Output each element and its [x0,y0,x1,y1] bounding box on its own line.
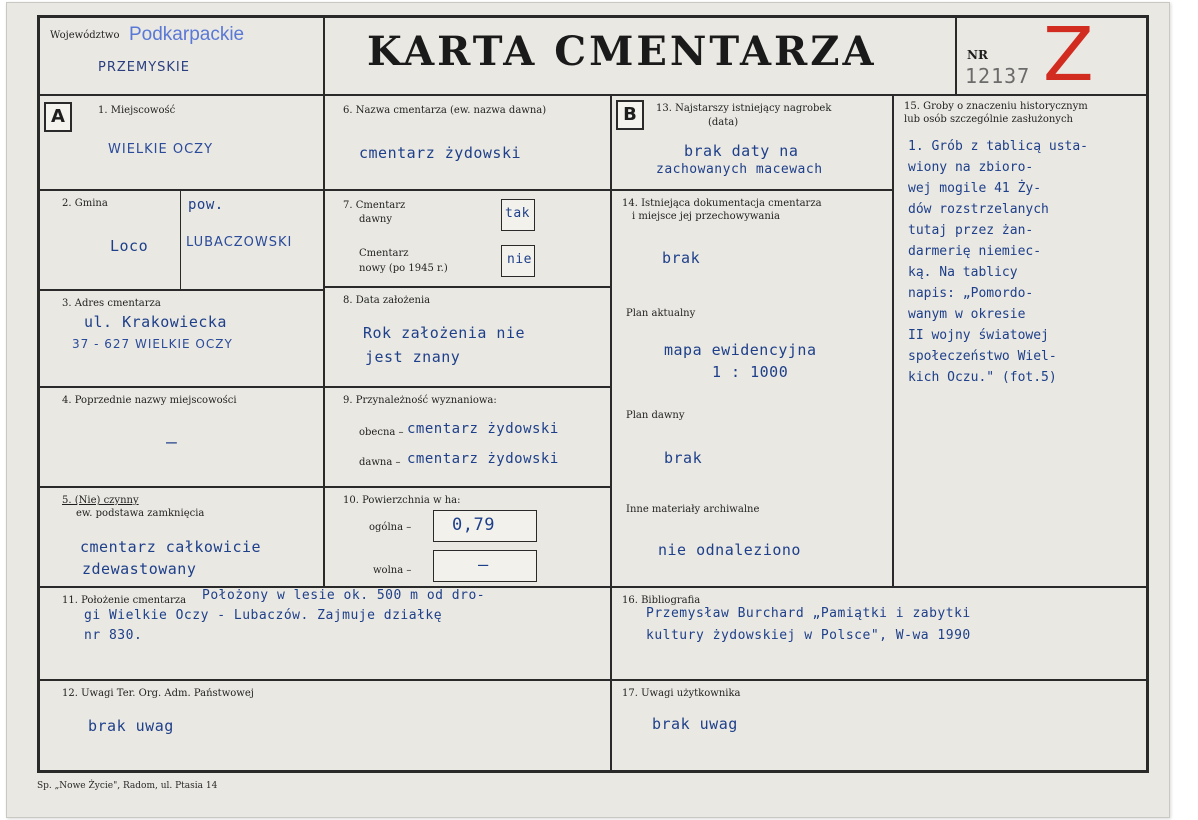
field-2-gmina [39,190,324,290]
field-3-line1: ul. Krakowiecka [84,313,227,331]
field-5-czynny [39,487,324,587]
field-2-pow: pow. [188,197,224,213]
field-9-obecna-label: obecna – [359,427,404,438]
field-7-nowy-box [501,245,535,277]
field-4-poprzednie-nazwy [39,387,324,487]
field-10-wolna: – [478,555,489,575]
field-16-label: 16. Bibliografia [622,595,701,606]
field-14-value: brak [662,249,701,267]
field-9-dawna-label: dawna – [359,457,401,468]
field-10-ogolna-label: ogólna – [369,522,412,533]
field-16-bibliografia [611,587,1147,680]
section-a-badge: A [44,102,72,132]
field-12-uwagi-ter [39,680,611,771]
field-8-label: 8. Data założenia [343,295,431,306]
field-15-line: II wojny światowej [908,328,1049,343]
field-8-line1: Rok założenia nie [363,324,526,342]
field-13-label: 13. Najstarszy istniejący nagrobek [656,103,832,114]
field-15-label: 15. Groby o znaczeniu historycznym [904,101,1088,112]
field-15-lines [908,136,1144,388]
field-15-line: wej mogile 41 Ży- [908,181,1042,196]
field-14-inne: nie odnaleziono [658,541,801,559]
field-14-sub: i miejsce jej przechowywania [632,211,780,222]
field-15-line: kich Oczu." (fot.5) [908,370,1057,385]
field-6-nazwa [324,95,611,190]
field-5-line2: zdewastowany [82,560,197,578]
field-14-plan-akt-label: Plan aktualny [626,308,696,319]
field-11-label: 11. Położenie cmentarza [62,595,187,606]
field-1-miejscowosc [39,95,324,190]
wojewodztwo-stamp: Podkarpackie [129,24,245,45]
field-3-line2: 37 - 627 WIELKIE OCZY [72,337,233,351]
wojewodztwo-label: Województwo [50,30,120,41]
field-4-value: — [166,432,178,453]
field-7-value1: tak [505,206,530,221]
field-7-dawny-box [501,199,535,231]
field-13-sub: (data) [708,117,739,128]
field-17-value: brak uwag [652,715,738,733]
field-10-wolna-box [433,550,537,582]
section-b-badge: B [616,100,644,130]
field-2-pow-value: LUBACZOWSKI [186,235,293,250]
field-15-sub: lub osób szczególnie zasłużonych [904,114,1073,125]
field-7-label1: 7. Cmentarz [343,200,406,211]
card-grid [37,12,1149,773]
field-14-dokumentacja [611,190,893,587]
field-15-line: społeczeństwo Wiel- [908,349,1057,364]
field-15-line: wiony na zbioro- [908,160,1034,175]
field-8-line2: jest znany [365,348,461,366]
field-6-value: cmentarz żydowski [359,144,522,162]
title-cell [324,17,956,95]
nr-cell [956,12,1147,98]
field-15-line: 1. Grób z tablicą usta- [908,139,1089,154]
wojewodztwo-hand: PRZEMYSKIE [98,60,190,75]
field-15-line: wanym w okresie [908,307,1026,322]
field-10-wolna-label: wolna – [373,565,412,576]
field-15-line: napis: „Pomordo- [908,286,1034,301]
field-11-line1: Położony w lesie ok. 500 m od dro- [202,588,486,603]
field-16-line2: kultury żydowskiej w Polsce", W-wa 1990 [646,628,971,643]
field-12-label: 12. Uwagi Ter. Org. Adm. Państwowej [62,688,254,699]
field-14-plan-daw-label: Plan dawny [626,410,685,421]
field-7-label2: Cmentarz [359,248,409,259]
field-3-label: 3. Adres cmentarza [62,298,161,309]
page-title: KARTA CMENTARZA [367,28,877,75]
field-11-line2: gi Wielkie Oczy - Lubaczów. Zajmuje działkę [84,608,443,623]
field-3-adres [39,290,324,387]
field-10-ogolna: 0,79 [452,515,495,535]
field-14-plan-daw: brak [664,449,703,467]
field-13-line2: zachowanych macewach [656,162,823,177]
field-14-label: 14. Istniejąca dokumentacja cmentarza [622,198,822,209]
printer-footer: Sp. „Nowe Życie", Radom, ul. Ptasia 14 [37,781,218,791]
gmina-divider [180,191,181,289]
field-10-ogolna-box [433,510,537,542]
field-13-nagrobek [611,95,893,190]
field-9-dawna: cmentarz żydowski [407,451,559,467]
field-1-label: 1. Miejscowość [98,105,176,116]
nr-letter: Z [1043,12,1094,98]
field-11-polozenie [39,587,611,680]
field-4-label: 4. Poprzednie nazwy miejscowości [62,395,237,406]
field-12-value: brak uwag [88,717,174,735]
field-9-label: 9. Przynależność wyznaniowa: [343,395,497,406]
field-15-line: darmerię niemiec- [908,244,1042,259]
field-14-inne-label: Inne materiały archiwalne [626,504,760,515]
field-2-value: Loco [110,237,149,255]
field-5-sub: ew. podstawa zamknięcia [76,508,205,519]
field-7-value2: nie [507,252,532,267]
field-1-value: WIELKIE OCZY [108,142,214,157]
field-5-line1: cmentarz całkowicie [80,538,262,556]
field-10-label: 10. Powierzchnia w ha: [343,495,461,506]
field-17-uwagi-uzytkownika [611,680,1147,771]
field-14-plan-akt1: mapa ewidencyjna [664,341,817,359]
field-15-line: ką. Na tablicy [908,265,1018,280]
field-5-label: 5. (Nie) czynny [62,495,139,506]
nr-label: NR [967,48,988,62]
field-13-line1: brak daty na [684,142,799,160]
field-15-line: tutaj przez żan- [908,223,1034,238]
wojewodztwo-cell [39,17,324,95]
field-8-data-zalozenia [324,287,611,387]
field-15-line: dów rozstrzelanych [908,202,1049,217]
nr-value: 12137 [965,64,1031,88]
field-7-label2b: nowy (po 1945 r.) [359,263,448,274]
field-16-line1: Przemysław Burchard „Pamiątki i zabytki [646,606,971,621]
field-7-label1b: dawny [359,214,393,225]
field-17-label: 17. Uwagi użytkownika [622,688,741,699]
field-11-line3: nr 830. [84,628,143,643]
field-6-label: 6. Nazwa cmentarza (ew. nazwa dawna) [343,105,547,116]
field-2-label: 2. Gmina [62,198,108,209]
field-7-cmentarz [324,190,611,287]
field-9-obecna: cmentarz żydowski [407,421,559,437]
field-9-przynaleznosc [324,387,611,487]
field-14-plan-akt2: 1 : 1000 [712,363,789,381]
field-15-groby [893,95,1147,587]
cemetery-card [6,2,1170,818]
field-10-powierzchnia [324,487,611,587]
